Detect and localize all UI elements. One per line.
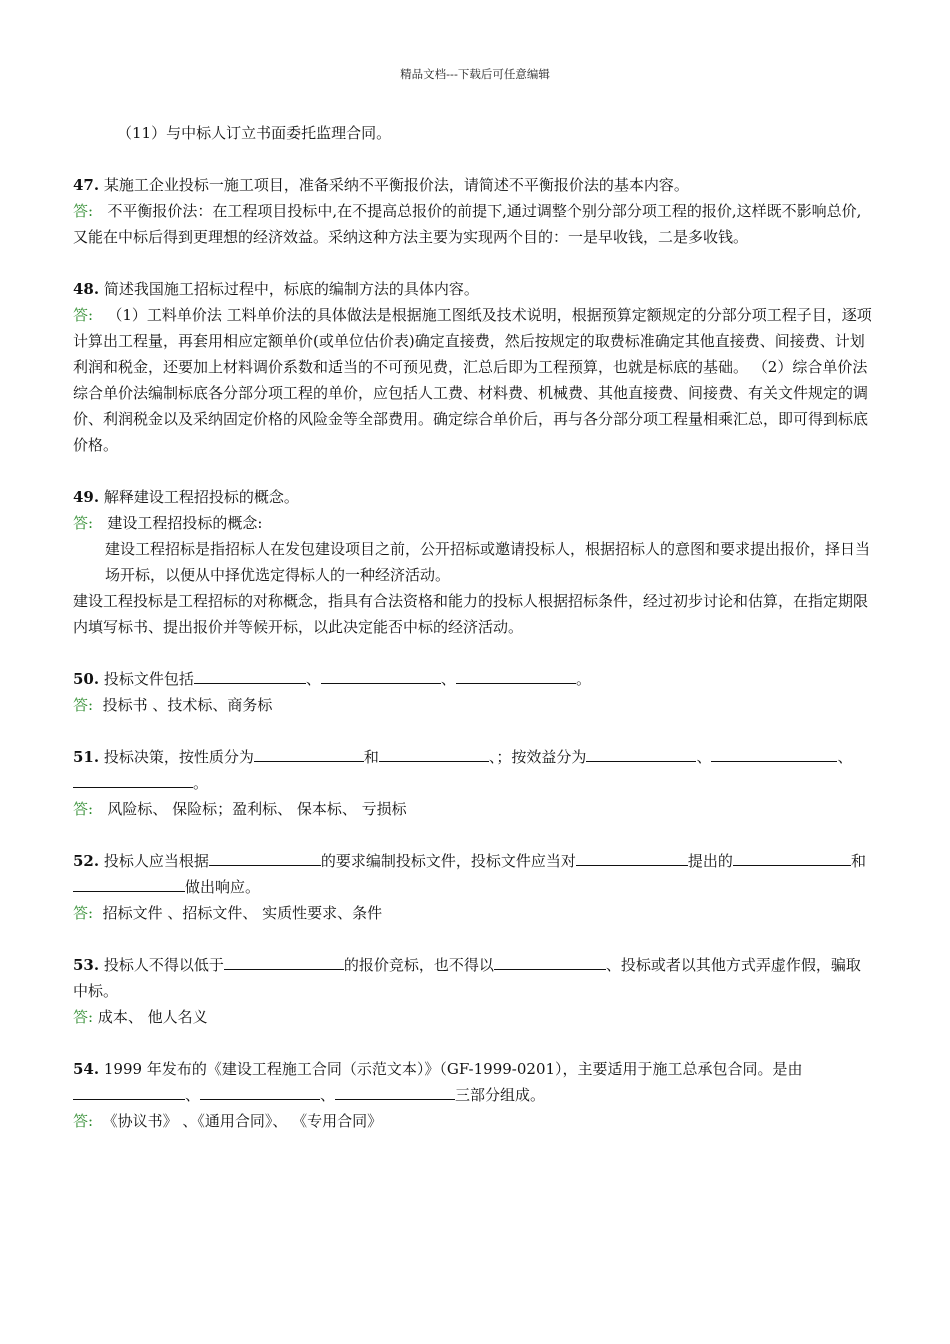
answer-53 — [73, 1004, 873, 1030]
question-text: 投标文件包括 — [103, 670, 194, 688]
answer-47 — [73, 198, 873, 250]
answer-51 — [73, 796, 873, 822]
answer-49-head — [73, 510, 873, 536]
intro-line: （11）与中标人订立书面委托监理合同。 — [117, 124, 392, 142]
separator: 、 — [320, 1086, 336, 1104]
question-53 — [73, 952, 873, 1004]
question-text: 某施工企业投标一施工项目，准备采纳不平衡报价法，请简述不平衡报价法的基本内容。 — [103, 176, 689, 194]
question-text: 1999 年发布的《建设工程施工合同（示范文本）》（GF-1999-0201），主要适用于施工总承包合同。是由 — [103, 1060, 803, 1078]
answer-48 — [73, 302, 873, 458]
answer-50 — [73, 692, 873, 718]
question-text: 投标人应当根据 — [103, 852, 209, 870]
separator: 、 — [837, 748, 853, 766]
answer-text: 不平衡报价法：在工程项目投标中,在不提高总报价的前提下,通过调整个别分部分项工程的报价,这样既不影响总价,又能在中标后得到更理想的经济效益。采纳这种方法主要为实现两个目的：一是早收钱，二是多收钱。 — [73, 202, 862, 246]
document-body — [73, 120, 873, 1134]
question-50 — [73, 666, 873, 692]
question-text: 的要求编制投标文件，投标文件应当对 — [320, 852, 576, 870]
answer-text: （1）工料单价法 工料单价法的具体做法是根据施工图纸及技术说明，根据预算定额规定的分部分项工程子目，逐项计算出工程量，再套用相应定额单价(或单位估价表)确定直接费，然后按规定的取费标准确定其他直接费、间接费、计划利润和税金，还要加上材料调价系数和适当的不可预见费，汇总后即为工程预算，也就是标底的基础。 （2）综合单价法 综合单价法编制标底各分部分项工程的单价，应包括人工费、材料费、机械费、其他直接费、间接费、有关文件规定的调价、利润税金以及采纳固定价格的风险金等全部费用。确定综合单价后，再与各分部分项工程量相乘汇总，即可得到标底价格。 — [73, 306, 872, 454]
separator: 。 — [575, 670, 591, 688]
fill-blank — [823, 848, 851, 866]
separator: 。 — [193, 774, 209, 792]
fill-blank — [379, 744, 489, 762]
answer-label: 答: — [73, 1008, 94, 1026]
fill-blank — [711, 744, 823, 762]
fill-blank — [733, 848, 823, 866]
question-text: 解释建设工程招投标的概念。 — [103, 488, 299, 506]
question-number: 47. — [73, 176, 100, 194]
fill-blank — [335, 1082, 455, 1100]
question-54 — [73, 1056, 873, 1108]
answer-label: 答: — [73, 800, 94, 818]
answer-49-p2: 建设工程投标是工程招标的对称概念，指具有合法资格和能力的投标人根据招标条件，经过初步讨论和估算，在指定期限内填写标书、提出报价并等候开标，以此决定能否中标的经济活动。 — [73, 592, 869, 636]
answer-label: 答: — [73, 202, 94, 220]
answer-text: 招标文件 、招标文件、 实质性要求、条件 — [102, 904, 383, 922]
answer-54 — [73, 1108, 873, 1134]
answer-text: 投标书 、技术标、商务标 — [102, 696, 273, 714]
question-text: 和 — [850, 852, 866, 870]
question-text: 做出响应。 — [185, 878, 261, 896]
answer-label: 答: — [73, 904, 94, 922]
separator: 、 — [305, 670, 321, 688]
question-number: 52. — [73, 852, 100, 870]
page-header: 精品文档---下载后可任意编辑 — [400, 67, 550, 81]
question-text: 和 — [363, 748, 379, 766]
question-48 — [73, 276, 873, 302]
answer-text: 成本、 他人名义 — [97, 1008, 208, 1026]
question-text: 投标人不得以低于 — [103, 956, 224, 974]
question-number: 48. — [73, 280, 100, 298]
question-text: 三部分组成。 — [455, 1086, 546, 1104]
question-51 — [73, 744, 873, 796]
answer-label: 答: — [73, 306, 94, 324]
question-49 — [73, 484, 873, 510]
fill-blank — [200, 1082, 320, 1100]
fill-blank — [209, 848, 321, 866]
fill-blank — [586, 744, 696, 762]
answer-49-p1: 建设工程招标是指招标人在发包建设项目之前，公开招标或邀请投标人，根据招标人的意图和要求提出报价，择日当场开标，以便从中择优选定得标人的一种经济活动。 — [105, 540, 871, 584]
fill-blank — [576, 848, 688, 866]
answer-52 — [73, 900, 873, 926]
fill-blank — [73, 1082, 185, 1100]
fill-blank — [494, 952, 606, 970]
question-text: 简述我国施工招标过程中，标底的编制方法的具体内容。 — [103, 280, 479, 298]
question-text: 、；按效益分为 — [488, 748, 587, 766]
question-number: 49. — [73, 488, 100, 506]
question-47 — [73, 172, 873, 198]
fill-blank — [823, 744, 837, 762]
question-number: 53. — [73, 956, 100, 974]
separator: 、 — [440, 670, 456, 688]
answer-text: 建设工程招投标的概念: — [107, 514, 263, 532]
question-number: 50. — [73, 670, 100, 688]
answer-label: 答: — [73, 696, 94, 714]
fill-blank — [194, 666, 306, 684]
fill-blank — [73, 874, 185, 892]
fill-blank — [254, 744, 364, 762]
question-text: 提出的 — [687, 852, 733, 870]
answer-text: 《协议书》 、《通用合同》、 《专用合同》 — [102, 1112, 383, 1130]
answer-label: 答: — [73, 1112, 94, 1130]
fill-blank — [321, 666, 441, 684]
question-text: 、投标或者以其他方式弄虚作假，骗取中标。 — [73, 956, 861, 1000]
fill-blank — [224, 952, 344, 970]
question-number: 51. — [73, 748, 100, 766]
answer-label: 答: — [73, 514, 94, 532]
question-text: 的报价竞标，也不得以 — [343, 956, 494, 974]
separator: 、 — [185, 1086, 201, 1104]
question-text: 投标决策，按性质分为 — [103, 748, 254, 766]
question-number: 54. — [73, 1060, 100, 1078]
fill-blank — [73, 770, 193, 788]
fill-blank — [456, 666, 576, 684]
separator: 、 — [696, 748, 712, 766]
question-52 — [73, 848, 873, 900]
answer-text: 风险标、 保险标；盈利标、 保本标、 亏损标 — [107, 800, 407, 818]
